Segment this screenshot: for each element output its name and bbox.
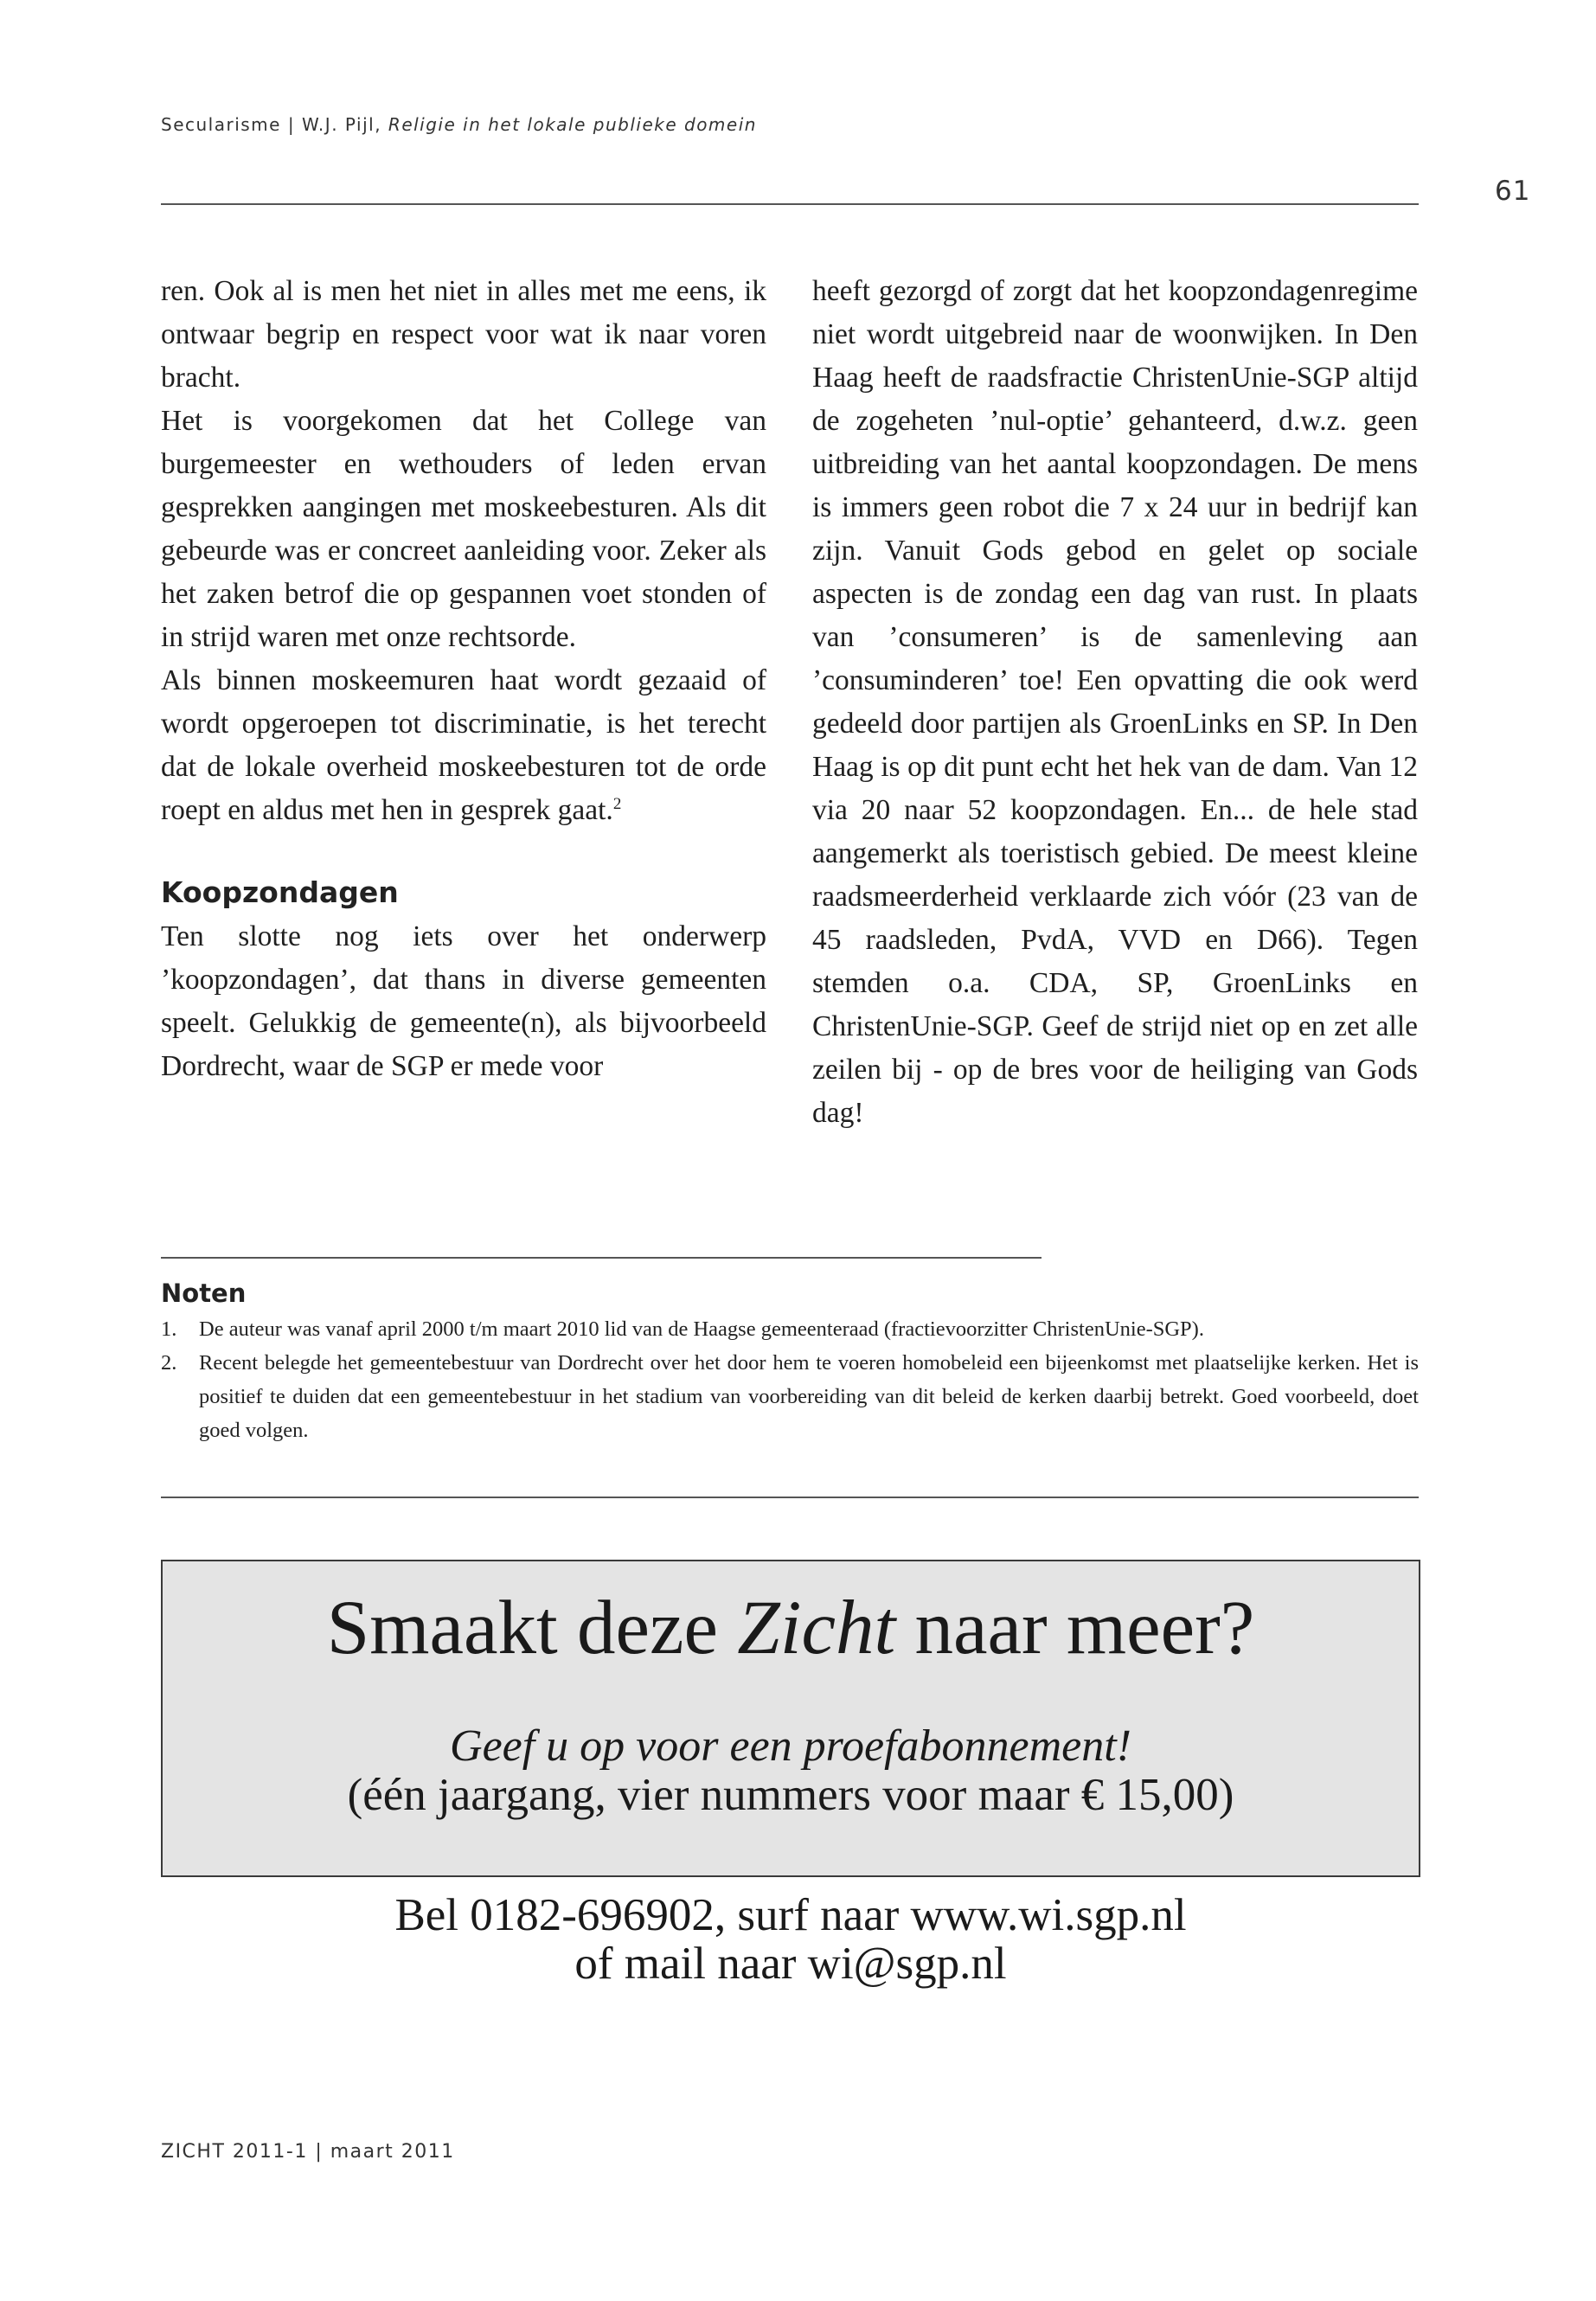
body-text: Als binnen moskeemuren haat wordt gezaaid of wordt opgeroepen tot discriminatie, is het terecht dat de lokale overheid moskeebesturen tot de orde roept en aldus met hen in gesprek gaat.	[161, 664, 766, 826]
header-article-title: Religie in het lokale publieke domein	[388, 114, 757, 135]
ad-title-part: Smaakt deze	[326, 1586, 738, 1670]
footnote-ref: 2	[612, 794, 622, 813]
running-header	[161, 114, 757, 135]
ad-offer: (één jaargang, vier nummers voor maar € 15,00)	[347, 1770, 1234, 1820]
note-text: De auteur was vanaf april 2000 t/m maart 2010 lid van de Haagse gemeenteraad (fractievoorzitter ChristenUnie-SGP).	[199, 1317, 1204, 1341]
right-column	[812, 270, 1418, 1135]
header-separator: |	[287, 114, 296, 135]
ad-contact-line: Bel 0182-696902, surf naar www.wi.sgp.nl	[394, 1890, 1187, 1940]
ad-title	[163, 1580, 1419, 1676]
section-heading: Koopzondagen	[161, 875, 399, 909]
body-paragraph: ren. Ook al is men het niet in alles met me eens, ik ontwaar begrip en respect voor wat ik naar voren bracht.	[161, 275, 766, 394]
header-rule	[161, 203, 1419, 205]
notes-list	[161, 1312, 1419, 1447]
note-item	[161, 1312, 1419, 1346]
header-section: Secularisme	[161, 114, 281, 135]
body-paragraph: Het is voorgekomen dat het College van burgemeester en wethouders of leden ervan gesprekken aangingen met moskeebesturen. Als dit gebeurde was er concreet aanleiding voor. Zeker als het zaken betrof die op gespannen voet stonden of in strijd waren met onze rechtsorde.	[161, 405, 766, 653]
page-number: 61	[1495, 176, 1531, 207]
note-item	[161, 1346, 1419, 1447]
subscription-ad-box	[161, 1560, 1420, 1989]
notes-rule	[161, 1257, 1042, 1259]
header-author: W.J. Pijl,	[301, 114, 382, 135]
ad-top-rule	[161, 1497, 1419, 1498]
body-paragraph	[161, 659, 766, 832]
page-footer: ZICHT 2011-1 | maart 2011	[161, 2141, 455, 2163]
ad-contact-line: of mail naar wi@sgp.nl	[574, 1939, 1007, 1989]
ad-subtitle: Geef u op voor een proefabonnement!	[450, 1721, 1131, 1771]
left-column	[161, 270, 766, 1088]
body-paragraph: heeft gezorgd of zorgt dat het koopzondagenregime niet wordt uitgebreid naar de woonwijken. In Den Haag heeft de raadsfractie ChristenUnie-SGP altijd de zogeheten ’nul-optie’ gehanteerd, d.w.z. geen uitbreiding van het aantal koopzondagen. De mens is immers geen robot die 7 x 24 uur in bedrijf kan zijn. Vanuit Gods gebod en gelet op sociale aspecten is de zondag een dag van rust. In plaats van ’consumeren’ is de samenleving aan ’consuminderen’ toe! Een opvatting die ook werd gedeeld door partijen als GroenLinks en SP. In Den Haag is op dit punt echt het hek van de dam. Van 12 via 20 naar 52 koopzondagen. En... de hele stad aangemerkt als toeristisch gebied. De meest kleine raadsmeerderheid verklaarde zich vóór (23 van de 45 raadsleden, PvdA, VVD en D66). Tegen stemden o.a. CDA, SP, GroenLinks en ChristenUnie-SGP. Geef de strijd niet op en zet alle zeilen bij - op de bres voor de heiliging van Gods dag!	[812, 275, 1418, 1129]
note-text: Recent belegde het gemeentebestuur van Dordrecht over het door hem te voeren homobeleid een bijeenkomst met plaatselijke kerken. Het is positief te duiden dat een gemeentebestuur in het stadium van voorbereiding van dit beleid de kerken daarbij betrekt. Goed voorbeeld, doet goed volgen.	[199, 1351, 1419, 1442]
ad-title-magazine: Zicht	[737, 1586, 896, 1670]
note-number: 1.	[161, 1317, 177, 1341]
ad-title-part: naar meer?	[895, 1586, 1255, 1670]
notes-title: Noten	[161, 1279, 247, 1308]
body-paragraph: Ten slotte nog iets over het onderwerp ’koopzondagen’, dat thans in diverse gemeenten speelt. Gelukkig de gemeente(n), als bijvoorbeeld Dordrecht, waar de SGP er mede voor	[161, 920, 766, 1082]
note-number: 2.	[161, 1351, 177, 1375]
